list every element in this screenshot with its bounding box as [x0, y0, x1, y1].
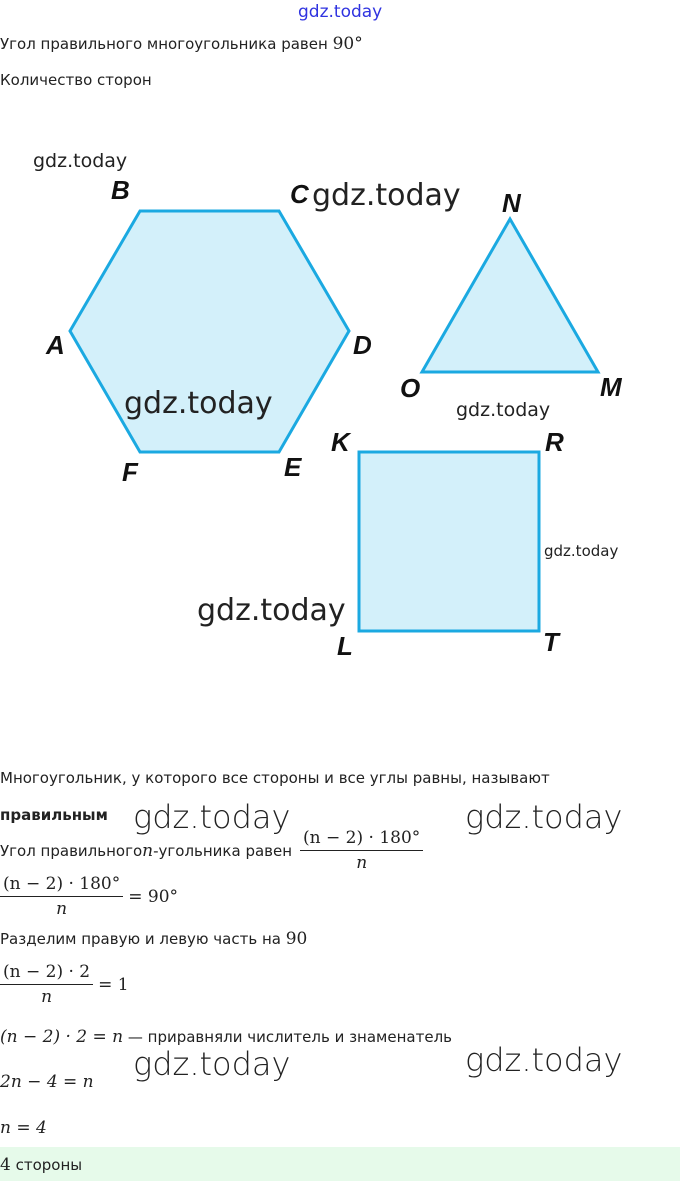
- problem-text: Угол правильного многоугольника равен: [0, 35, 333, 53]
- fraction-denominator: n: [56, 899, 68, 919]
- equation-2: [0, 962, 129, 1007]
- problem-line-2: Количество сторон: [0, 71, 152, 89]
- label-T: T: [543, 627, 559, 657]
- fraction-denominator: n: [41, 987, 53, 1007]
- label-N: N: [502, 188, 521, 218]
- equation-1-rhs: = 90°: [128, 886, 179, 907]
- label-L: L: [337, 631, 353, 661]
- fraction-denominator: n: [356, 853, 368, 873]
- equation-3: [0, 1027, 452, 1047]
- fraction-equation-1: [0, 874, 123, 919]
- formula-text-a: Угол правильного: [0, 841, 143, 860]
- watermark-solution-1: gdz.today: [133, 798, 291, 836]
- watermark-figure-1: gdz.today: [33, 150, 128, 172]
- answer-line: [0, 1155, 82, 1175]
- watermark-solution-2: gdz.today: [465, 798, 623, 836]
- label-A: A: [46, 330, 65, 360]
- formula-var: n: [142, 840, 154, 861]
- fraction-numerator: (n − 2) · 180°: [0, 874, 123, 897]
- label-C: C: [290, 179, 309, 209]
- equation-3-math: (n − 2) · 2 = n: [0, 1027, 124, 1047]
- watermark-figure-5: gdz.today: [544, 542, 619, 560]
- formula-line: [0, 828, 423, 873]
- watermark-top: gdz.today: [298, 2, 383, 22]
- angle-value: 90°: [332, 34, 363, 54]
- fraction-angle-formula: [300, 828, 423, 873]
- watermark-figure-2: gdz.today: [312, 178, 461, 213]
- answer-bar: [0, 1147, 680, 1181]
- equation-3-text: — приравняли числитель и знаменатель: [123, 1028, 452, 1046]
- label-E: E: [284, 452, 302, 482]
- divide-value: 90: [285, 929, 308, 949]
- fraction-numerator: (n − 2) · 2: [0, 962, 93, 985]
- watermark-figure-4: gdz.today: [456, 399, 551, 421]
- square: [359, 452, 539, 631]
- watermark-solution-3: gdz.today: [133, 1045, 291, 1083]
- definition-bold: правильным: [0, 806, 108, 824]
- equation-2-rhs: = 1: [98, 974, 129, 995]
- label-D: D: [353, 330, 372, 360]
- equation-1: [0, 874, 178, 919]
- label-M: M: [600, 372, 622, 402]
- watermark-solution-4: gdz.today: [465, 1041, 623, 1079]
- label-R: R: [545, 427, 564, 457]
- equation-5: n = 4: [0, 1118, 47, 1138]
- fraction-numerator: (n − 2) · 180°: [300, 828, 423, 851]
- triangle: [422, 219, 598, 372]
- divide-line: [0, 929, 307, 949]
- formula-text-b: -угольника равен: [153, 841, 293, 860]
- definition-text: Многоугольник, у которого все стороны и все углы равны, называют: [0, 769, 550, 787]
- equation-4: 2n − 4 = n: [0, 1072, 94, 1092]
- label-K: K: [331, 427, 350, 457]
- label-O: O: [400, 373, 421, 403]
- answer-value: 4: [0, 1155, 11, 1175]
- watermark-figure-6: gdz.today: [197, 593, 346, 628]
- polygons-figure: [0, 100, 680, 680]
- answer-text: стороны: [10, 1156, 83, 1174]
- problem-line-1: [0, 34, 363, 54]
- label-B: B: [111, 175, 130, 205]
- fraction-equation-2: [0, 962, 93, 1007]
- divide-text: Разделим правую и левую часть на: [0, 930, 286, 948]
- label-F: F: [122, 457, 138, 487]
- watermark-figure-3: gdz.today: [124, 386, 273, 421]
